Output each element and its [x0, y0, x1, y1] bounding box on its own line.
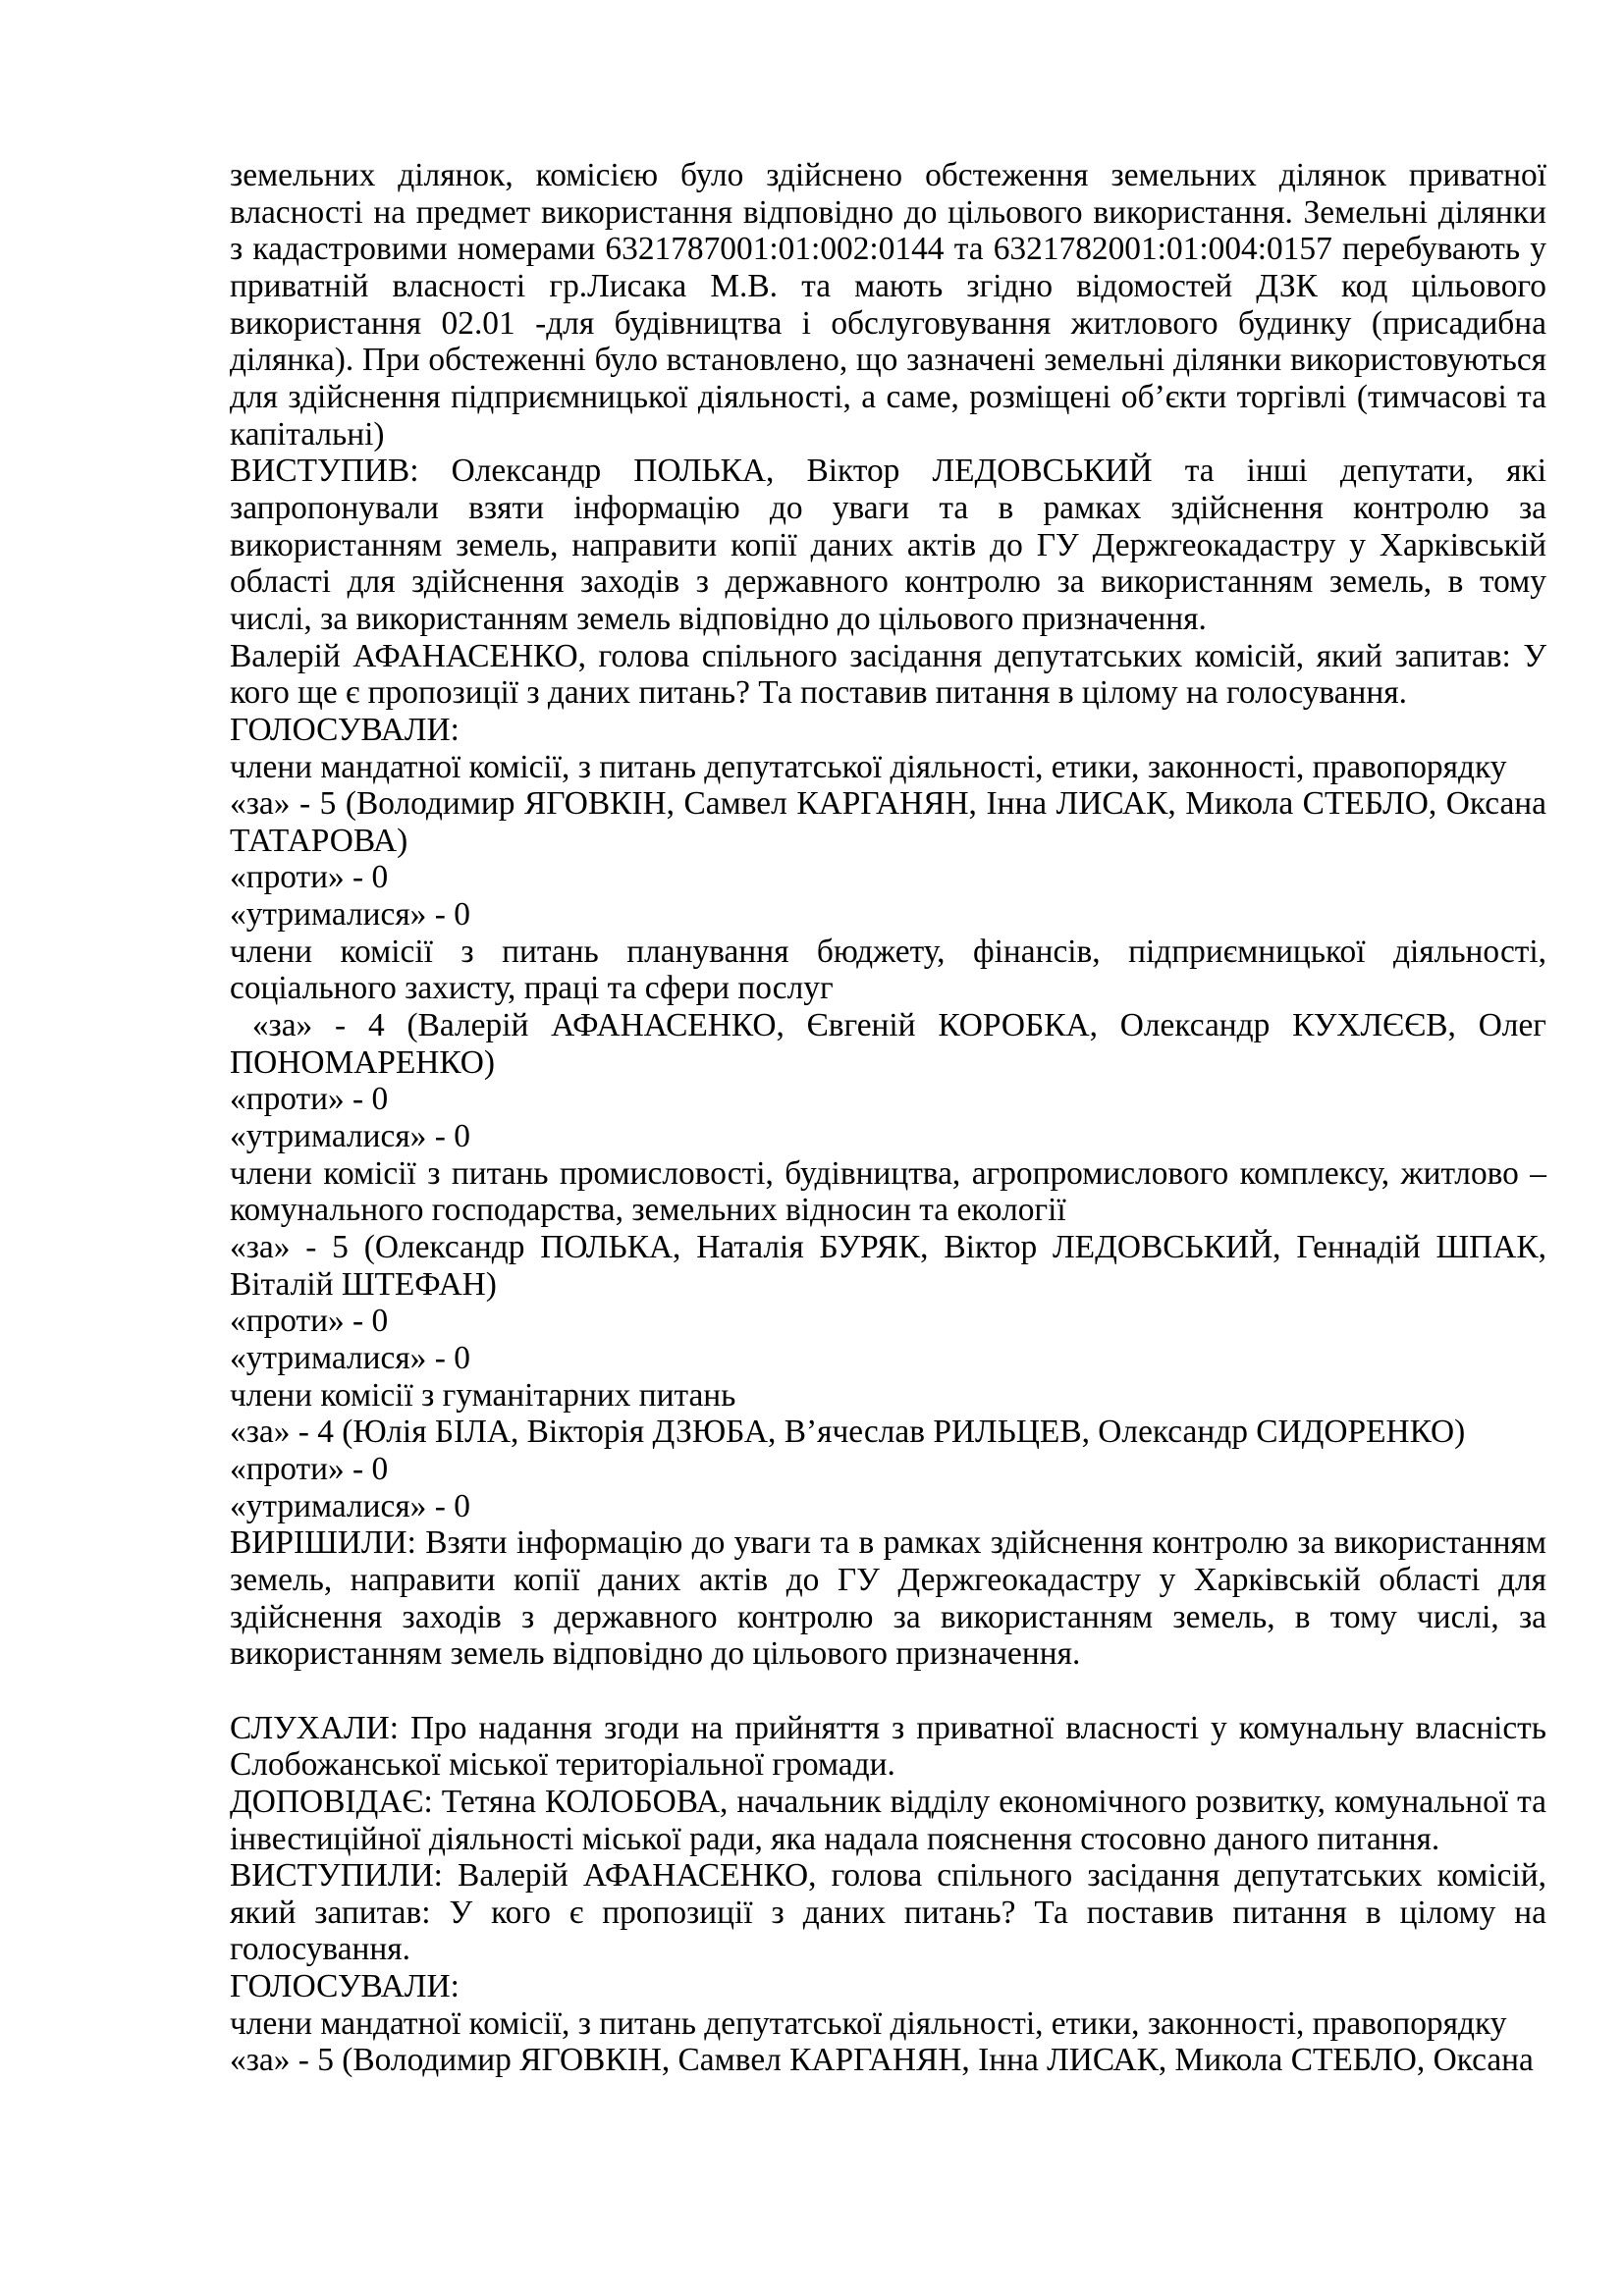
paragraph: члени мандатної комісії, з питань депутатської діяльності, етики, законності, правопорядку: [230, 2004, 1507, 2042]
paragraph: члени мандатної комісії, з питань депутатської діяльності, етики, законності, правопорядку: [230, 748, 1507, 785]
paragraph: «проти» - 0: [230, 1303, 389, 1340]
paragraph: ГОЛОСУВАЛИ:: [230, 711, 460, 748]
paragraph: «утрималися» - 0: [230, 1487, 470, 1524]
paragraph: ГОЛОСУВАЛИ:: [230, 1968, 460, 2005]
paragraph-spacer: [230, 1673, 1546, 1710]
paragraph: «за» - 5 (Володимир ЯГОВКІН, Самвел КАРГАНЯН, Інна ЛИСАК, Микола СТЕБЛО, Оксана: [230, 2042, 1534, 2079]
paragraph: ВИСТУПИЛИ: Валерій АФАНАСЕНКО, голова спільного засідання депутатських комісій, який запитав: У кого є пропозиції з даних питань? Та поставив питання в цілому на голосування.: [230, 1857, 1546, 1968]
paragraph: ВИРІШИЛИ: Взяти інформацію до уваги та в рамках здійснення контролю за використанням земель, направити копії даних актів до ГУ Держгеокадастру у Харківській області для здійснення заходів з державного контролю за використанням земель, в тому числі, за використанням земель відповідно до цільового призначення.: [230, 1524, 1546, 1673]
paragraph: ВИСТУПИВ: Олександр ПОЛЬКА, Віктор ЛЕДОВСЬКИЙ та інші депутати, які запропонували взяти інформацію до уваги та в рамках здійснення контролю за використанням земель, направити копії даних актів до ГУ Держгеокадастру у Харківській області для здійснення заходів з державного контролю за використанням земель, в тому числі, за використанням земель відповідно до цільового призначення.: [230, 453, 1546, 637]
paragraph: члени комісії з гуманітарних питань: [230, 1376, 736, 1414]
paragraph: члени комісії з питань промисловості, будівництва, агропромислового комплексу, житлово – комунального господарства, земельних відносин та екології: [230, 1154, 1546, 1229]
paragraph: «проти» - 0: [230, 859, 389, 896]
paragraph: СЛУХАЛИ: Про надання згоди на прийняття з приватної власності у комунальну власність Слобожанської міської територіальної громади.: [230, 1709, 1546, 1784]
paragraph: «утрималися» - 0: [230, 1340, 470, 1376]
paragraph: земельних ділянок, комісією було здійснено обстеження земельних ділянок приватної власності на предмет використання відповідно до цільового використання. Земельні ділянки з кадастровими номерами 6321787001:01:002:0144 та 6321782001:01:004:0157 перебувають у приватній власності гр.Лисака М.В. та мають згідно відомостей ДЗК код цільового використання 02.01 -для будівництва і обслуговування житлового будинку (присадибна ділянка). При обстеженні було встановлено, що зазначені земельні ділянки використовуються для здійснення підприємницької діяльності, а саме, розміщені об’єкти торгівлі (тимчасові та капітальні): [230, 157, 1546, 453]
paragraph: «утрималися» - 0: [230, 896, 470, 934]
paragraph: «проти» - 0: [230, 1081, 389, 1118]
paragraph: «проти» - 0: [230, 1450, 389, 1487]
paragraph: Валерій АФАНАСЕНКО, голова спільного засідання депутатських комісій, який запитав: У кого ще є пропозиції з даних питань? Та поставив питання в цілому на голосування.: [230, 637, 1546, 712]
paragraph: «за» - 5 (Олександр ПОЛЬКА, Наталія БУРЯК, Віктор ЛЕДОВСЬКИЙ, Геннадій ШПАК, Віталій ШТЕФАН): [230, 1229, 1546, 1303]
paragraph: «утрималися» - 0: [230, 1118, 470, 1155]
paragraph: «за» - 5 (Володимир ЯГОВКІН, Самвел КАРГАНЯН, Інна ЛИСАК, Микола СТЕБЛО, Оксана ТАТАРОВА): [230, 785, 1546, 859]
paragraph: члени комісії з питань планування бюджету, фінансів, підприємницької діяльності, соціального захисту, праці та сфери послуг: [230, 933, 1546, 1007]
paragraph: ДОПОВІДАЄ: Тетяна КОЛОБОВА, начальник відділу економічного розвитку, комунальної та інвестиційної діяльності міської ради, яка надала пояснення стосовно даного питання.: [230, 1783, 1546, 1857]
document-body: [230, 157, 1546, 2079]
paragraph: «за» - 4 (Валерій АФАНАСЕНКО, Євгеній КОРОБКА, Олександр КУХЛЄЄВ, Олег ПОНОМАРЕНКО): [230, 1007, 1546, 1081]
paragraph: «за» - 4 (Юлія БІЛА, Вікторія ДЗЮБА, В’ячеслав РИЛЬЦЕВ, Олександр СИДОРЕНКО): [230, 1414, 1466, 1451]
